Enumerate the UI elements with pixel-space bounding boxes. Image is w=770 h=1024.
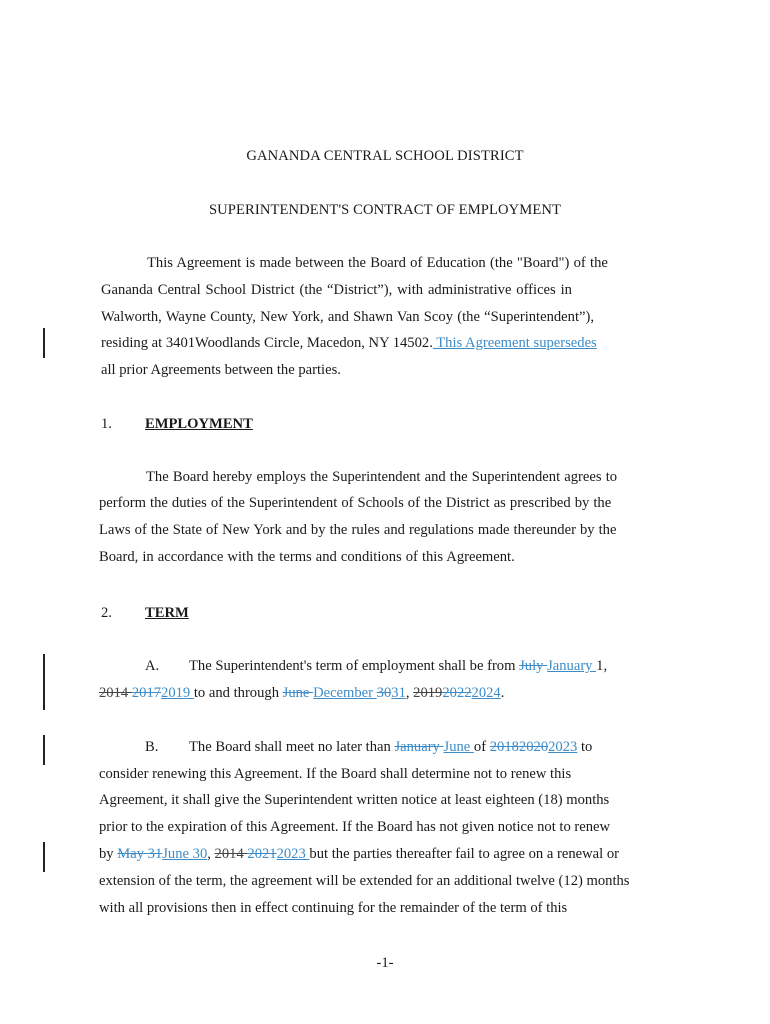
section-number: 2. [101, 605, 112, 621]
term-text: to [577, 739, 593, 755]
term-line: consider renewing this Agreement. If the Board shall determine not to renew this [99, 766, 572, 782]
change-bar [43, 842, 45, 872]
term-line [99, 845, 619, 863]
change-bar [43, 654, 45, 710]
clause-label: B. [145, 739, 159, 755]
term-line: extension of the term, the agreement will be extended for an additional twelve (12) months [99, 873, 630, 889]
change-bar [43, 328, 45, 358]
term-text: The Board shall meet no later than [189, 739, 395, 755]
deleted-text: January [394, 739, 444, 755]
inserted-text: 31 [391, 685, 406, 701]
employment-line: Laws of the State of New York and by the rules and regulations made thereunder by the [99, 522, 617, 538]
term-text: 1, [596, 658, 608, 674]
inserted-text: December [313, 685, 377, 701]
inserted-text: 2024 [471, 685, 501, 701]
intro-line: all prior Agreements between the parties. [101, 362, 341, 378]
deleted-text: 2018 [489, 739, 519, 755]
inserted-text: June [443, 739, 474, 755]
inserted-text: This Agreement supersedes [432, 335, 597, 351]
term-line: prior to the expiration of this Agreement. If the Board has not given notice not to renew [99, 819, 611, 835]
term-line [189, 657, 607, 675]
inserted-text: January [547, 658, 597, 674]
contract-title: SUPERINTENDENT'S CONTRACT OF EMPLOYMENT [208, 202, 562, 218]
intro-line [101, 334, 597, 352]
district-title: GANANDA CENTRAL SCHOOL DISTRICT [246, 148, 524, 164]
term-text: to and through [193, 685, 283, 701]
inserted-text: 2023 [276, 846, 310, 862]
inserted-text: 2023 [548, 739, 578, 755]
section-number: 1. [101, 416, 112, 432]
term-text: but the parties thereafter fail to agree on a renewal or [309, 846, 619, 862]
employment-line: perform the duties of the Superintendent of Schools of the District as prescribed by the [99, 495, 612, 511]
employment-line: Board, in accordance with the terms and conditions of this Agreement. [99, 549, 515, 565]
deleted-text: 2014 [99, 685, 132, 701]
deleted-text: 2022 [442, 685, 472, 701]
term-line: Agreement, it shall give the Superintendent written notice at least eighteen (18) months [99, 792, 610, 808]
intro-line: Walworth, Wayne County, New York, and Shawn Van Scoy (the “Superintendent”), [101, 309, 594, 325]
deleted-text: July [519, 658, 548, 674]
page-number: -1- [376, 955, 394, 971]
deleted-text: 2020 [518, 739, 549, 755]
change-bar [43, 735, 45, 765]
deleted-text: 30 [376, 685, 392, 701]
clause-label: A. [145, 658, 160, 674]
employment-line: The Board hereby employs the Superintendent and the Superintendent agrees to [146, 469, 618, 485]
term-text: , [405, 685, 414, 701]
section-heading-employment: EMPLOYMENT [145, 416, 253, 432]
section-heading-term: TERM [145, 605, 189, 621]
term-line [189, 738, 592, 756]
term-text: , [207, 846, 215, 862]
deleted-text: 2017 [131, 685, 162, 701]
term-text: by [99, 846, 118, 862]
term-line [99, 684, 504, 702]
term-text: of [473, 739, 490, 755]
deleted-text: June [282, 685, 314, 701]
term-text: The Superintendent's term of employment shall be from [189, 658, 520, 674]
inserted-text: 2019 [161, 685, 194, 701]
deleted-text: May 31 [117, 846, 163, 862]
inserted-text: June 30 [162, 846, 208, 862]
deleted-text: 2014 [214, 846, 248, 862]
deleted-text: 2021 [247, 846, 277, 862]
deleted-text: 2019 [413, 685, 443, 701]
term-text: . [500, 685, 505, 701]
intro-address: residing at 3401Woodlands Circle, Macedon, NY 14502. [101, 335, 433, 351]
intro-line: Gananda Central School District (the “District”), with administrative offices in [101, 282, 572, 298]
intro-line: This Agreement is made between the Board of Education (the "Board") of the [147, 255, 608, 271]
term-line: with all provisions then in effect continuing for the remainder of the term of this [99, 900, 568, 916]
